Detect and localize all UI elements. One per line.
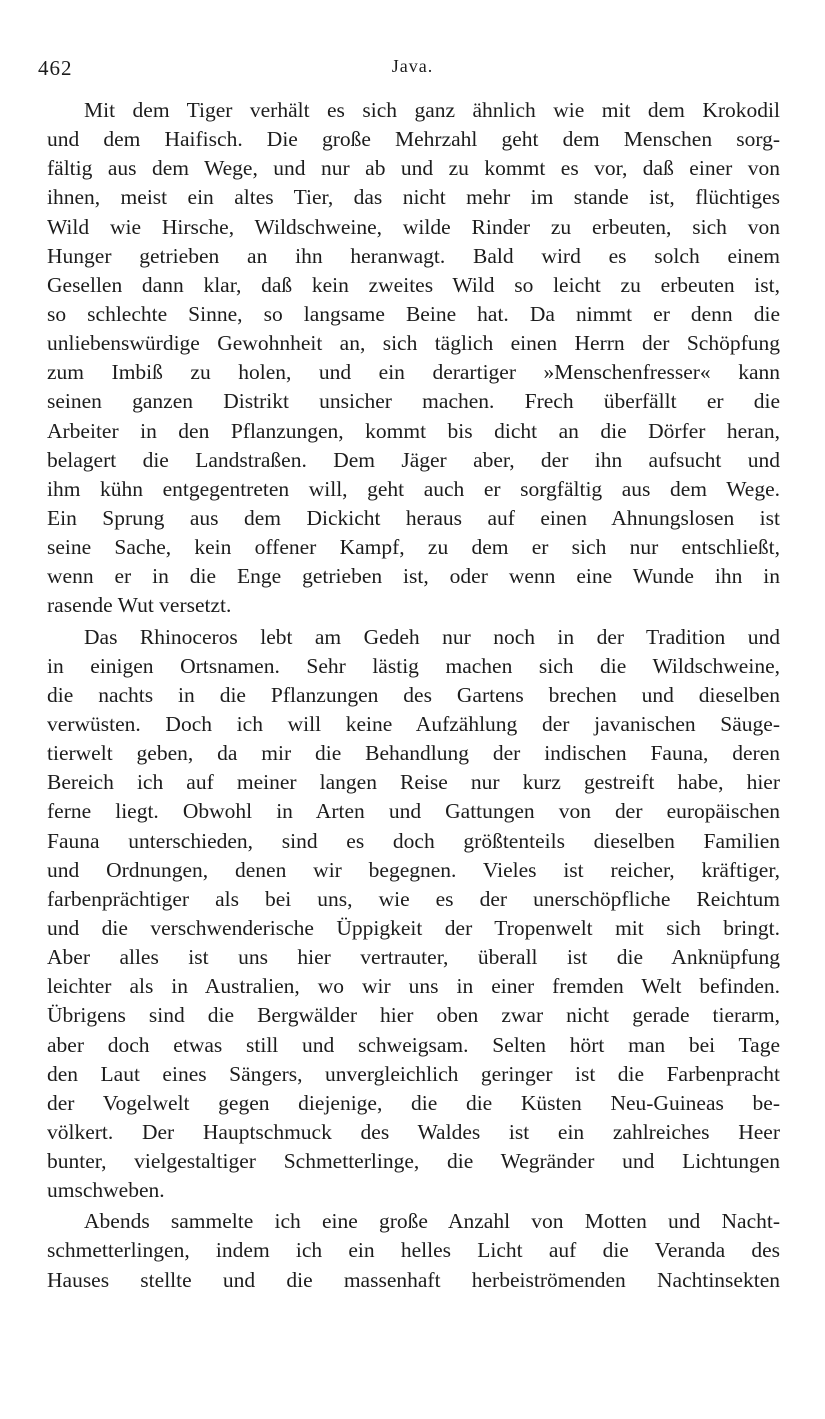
text-line: rasende Wut versetzt.	[47, 593, 232, 618]
text-line: Mit dem Tiger verhält es sich ganz ähnlich wie mit dem Krokodil	[84, 98, 780, 122]
text-line: fältig aus dem Wege, und nur ab und zu kommt es vor, daß einer von	[47, 156, 780, 181]
text-line: Hauses stellte und die massenhaft herbeiströmenden Nachtinsekten	[47, 1267, 780, 1292]
text-line: in einigen Ortsnamen. Sehr lästig machen sich die Wildschweine,	[47, 653, 780, 678]
paragraph	[47, 96, 780, 621]
text-line: so schlechte Sinne, so langsame Beine hat. Da nimmt er denn die	[47, 301, 780, 326]
text-line: ferne liegt. Obwohl in Arten und Gattungen von der europäischen	[47, 799, 780, 824]
text-line: bunter, vielgestaltiger Schmetterlinge, die Wegränder und Lichtungen	[47, 1149, 780, 1174]
text-line: wenn er in die Enge getrieben ist, oder wenn eine Wunde ihn in	[47, 564, 780, 589]
text-line: Fauna unterschieden, sind es doch größtenteils dieselben Familien	[47, 828, 780, 853]
text-line: umschweben.	[47, 1178, 165, 1203]
text-line: Das Rhinoceros lebt am Gedeh nur noch in der Tradition und	[84, 624, 780, 649]
text-line: ihnen, meist ein altes Tier, das nicht mehr im stande ist, flüchtiges	[47, 185, 780, 210]
text-line: seinen ganzen Distrikt unsicher machen. Frech überfällt er die	[47, 389, 780, 414]
text-line: Abends sammelte ich eine große Anzahl von Motten und Nacht-	[84, 1209, 780, 1234]
text-line: völkert. Der Hauptschmuck des Waldes ist ein zahlreiches Heer	[47, 1119, 780, 1144]
text-line: schmetterlingen, indem ich ein helles Licht auf die Veranda des	[47, 1238, 780, 1263]
text-line: der Vogelwelt gegen diejenige, die die Küsten Neu-Guineas be-	[47, 1090, 780, 1115]
body-text	[47, 96, 780, 1295]
text-line: seine Sache, kein offener Kampf, zu dem er sich nur entschließt,	[47, 535, 780, 560]
text-line: Aber alles ist uns hier vertrauter, überall ist die Anknüpfung	[47, 945, 780, 970]
text-line: ihm kühn entgegentreten will, geht auch er sorgfältig aus dem Wege.	[47, 476, 780, 501]
text-line: belagert die Landstraßen. Dem Jäger aber, der ihn aufsucht und	[47, 447, 780, 472]
paragraph	[47, 1207, 780, 1294]
page-number: 462	[38, 56, 73, 80]
text-line: Gesellen dann klar, daß kein zweites Wild so leicht zu erbeuten ist,	[47, 272, 780, 297]
text-line: die nachts in die Pflanzungen des Gartens brechen und dieselben	[47, 682, 780, 707]
text-line: Ein Sprung aus dem Dickicht heraus auf einen Ahnungslosen ist	[47, 505, 780, 530]
paragraph	[47, 623, 780, 1206]
text-line: Hunger getrieben an ihn heranwagt. Bald wird es solch einem	[47, 243, 780, 268]
text-line: und dem Haifisch. Die große Mehrzahl geht dem Menschen sorg-	[47, 127, 780, 152]
text-line: zum Imbiß zu holen, und ein derartiger »Menschenfresser« kann	[47, 360, 780, 385]
text-line: Übrigens sind die Bergwälder hier oben zwar nicht gerade tierarm,	[47, 1003, 780, 1028]
text-line: Wild wie Hirsche, Wildschweine, wilde Rinder zu erbeuten, sich von	[47, 214, 780, 239]
text-line: verwüsten. Doch ich will keine Aufzählung der javanischen Säuge-	[47, 711, 780, 736]
text-line: den Laut eines Sängers, unvergleichlich geringer ist die Farbenpracht	[47, 1061, 780, 1086]
text-line: und Ordnungen, denen wir begegnen. Vieles ist reicher, kräftiger,	[47, 857, 780, 882]
text-line: Bereich ich auf meiner langen Reise nur kurz gestreift habe, hier	[47, 770, 780, 795]
text-line: und die verschwenderische Üppigkeit der Tropenwelt mit sich bringt.	[47, 915, 780, 940]
text-line: farbenprächtiger als bei uns, wie es der unerschöpfliche Reichtum	[47, 886, 780, 911]
text-line: Arbeiter in den Pflanzungen, kommt bis dicht an die Dörfer heran,	[47, 418, 780, 443]
text-line: leichter als in Australien, wo wir uns in einer fremden Welt befinden.	[47, 974, 780, 999]
running-title: Java.	[391, 56, 434, 76]
text-line: unliebenswürdige Gewohnheit an, sich täglich einen Herrn der Schöpfung	[47, 331, 780, 356]
text-line: aber doch etwas still und schweigsam. Selten hört man bei Tage	[47, 1032, 780, 1057]
text-line: tierwelt geben, da mir die Behandlung der indischen Fauna, deren	[47, 741, 780, 766]
